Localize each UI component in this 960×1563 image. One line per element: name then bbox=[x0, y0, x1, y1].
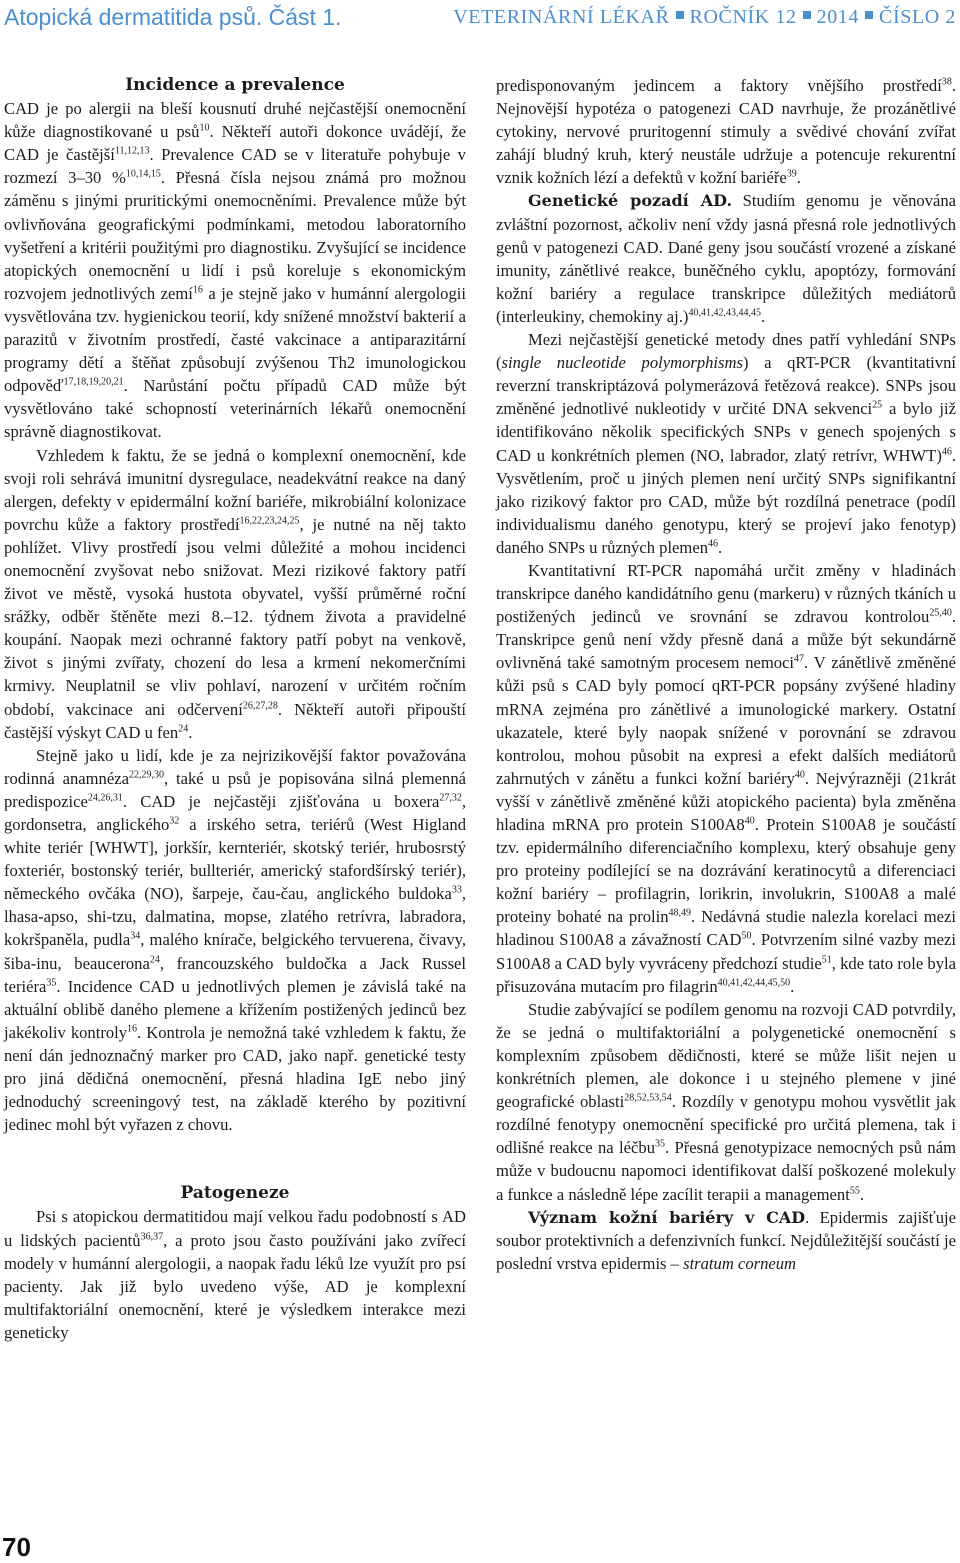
emphasis: stratum corneum bbox=[683, 1253, 797, 1273]
citation-ref: 36,37 bbox=[140, 1230, 164, 1242]
journal-info bbox=[453, 6, 956, 29]
article-title: Atopická dermatitida psů. Část 1. bbox=[4, 4, 342, 30]
citation-ref: 33 bbox=[451, 884, 462, 896]
volume: ROČNÍK 12 bbox=[689, 6, 797, 28]
text-run: a irského setra, teriérů (West Higland white teriér [WHWT], jorkšír, kernteriér, skotský teriér, hrubosrstý foxteriér, bostonský teriér, bullteriér, americký stafordšírský teriér), německého ovčáka (NO), šarpeje, čau-čau, anglického buldoka bbox=[4, 815, 466, 904]
citation-ref: 46 bbox=[941, 445, 952, 457]
citation-ref: 16 bbox=[192, 284, 203, 296]
text-run: , gordonsetra, anglického bbox=[4, 791, 466, 834]
citation-ref: 27,32 bbox=[439, 792, 462, 804]
citation-ref: 47 bbox=[794, 653, 805, 665]
citation-ref: 40,41,42,43,44,45 bbox=[688, 307, 761, 319]
section-heading-patogeneze: Patogeneze bbox=[180, 1183, 290, 1204]
text-run: . Někteří autoři připouští častější výskyt CAD u fen bbox=[4, 699, 466, 742]
citation-ref: 16,22,23,24,25 bbox=[239, 515, 300, 527]
citation-ref: 22,29,30 bbox=[128, 769, 164, 781]
paragraph-lead: Význam kožní bariéry v CAD bbox=[528, 1207, 806, 1227]
text-run: . Potvrzením silné vazby mezi S100A8 a CAD byly vyvráceny předchozí studie bbox=[496, 930, 956, 973]
citation-ref: 24 bbox=[149, 954, 160, 966]
text-run: CAD je po alergii na bleší kousnutí druhé nejčastější onemocnění kůže diagnostikované u psů bbox=[4, 99, 466, 142]
text-run: Kvantitativní RT-PCR napomáhá určit změny v hladinách transkripce daného kandidátního genu (markeru) v různých tkáních u postižených jedinců ve srovnání se zdravou kontrolou bbox=[496, 560, 956, 627]
text-run: , malého knírače, belgického tervuerena, čivavy, šiba-inu, beaucerona bbox=[4, 930, 467, 973]
paragraph bbox=[4, 1205, 466, 1344]
text-run: predisponovaným jedincem a faktory vnějšího prostředí bbox=[496, 76, 942, 95]
citation-ref: 48,49 bbox=[668, 907, 692, 919]
paragraph bbox=[496, 189, 956, 328]
text-run: , lhasa-apso, shi-tzu, dalmatina, mopse, zlatého retrívra, labradora, kokršpaněla, pudla bbox=[4, 884, 466, 950]
text-run: Studie zabývající se podílem genomu na rozvoji CAD potvrdily, že se jedná o multifaktoriální a polygenetické onemocnění s komplexním způsobem dědičnosti, které se může lišit nejen u konkrétních plemen, ale dokonce i u stejného plemene v jiné geografické oblasti bbox=[496, 999, 956, 1112]
citation-ref: 50 bbox=[741, 930, 752, 942]
citation-ref: 26,27,28 bbox=[242, 700, 278, 711]
section-heading-incidence: Incidence a prevalence bbox=[125, 75, 345, 95]
text-run: , francouzského buldočka a Jack Russel teriéra bbox=[4, 953, 467, 996]
text-run: . Protein S100A8 je součástí tzv. epidermálního diferenciačního komplexu, který obsahuje geny pro proteiny podílející se na dozrávání keratinocytů a diferenciaci kožní bariéry – profilagrin, lorikrin, involukrin, S100A8 a malé proteiny bohaté na prolin bbox=[496, 815, 956, 927]
running-header bbox=[0, 4, 960, 34]
citation-ref: 35 bbox=[46, 977, 57, 989]
citation-ref: 51 bbox=[821, 954, 832, 966]
citation-ref: 24 bbox=[178, 723, 189, 735]
text-run: . Nedávná studie nalezla korelaci mezi hladinou S100A8 a závažností CAD bbox=[496, 907, 956, 950]
text-run: Studiím genomu je věnována zvláštní pozornost, ačkoliv není vždy jasná přesná role jednotlivých genů v patogenezi CAD. Dané geny jsou součástí vrozené a získané imunity, zánětlivé reakce, buněčného cyklu, apoptózy, formování kožní bariéry a regulace transkripce důležitých mediátorů (interleukiny, chemokiny aj.) bbox=[496, 191, 957, 326]
right-column bbox=[496, 74, 956, 1275]
text-run: . Nejnovější hypotéza o patogenezi CAD navrhuje, že prozánětlivé cytokiny, nervové pruritogenní stimuly a svědivé chování zvířat zahájí bludný kruh, který neustále udržuje a potencuje rekurentní vznik kožních lézí a defektů v kožní bariéře bbox=[496, 76, 956, 188]
text-run: . bbox=[796, 168, 801, 188]
paragraph bbox=[4, 97, 466, 443]
citation-ref: 32 bbox=[169, 815, 180, 827]
citation-ref: 40 bbox=[744, 815, 755, 827]
separator-square-icon bbox=[803, 11, 811, 19]
citation-ref: 25,40 bbox=[929, 607, 952, 619]
citation-ref: 34 bbox=[130, 930, 141, 942]
left-column bbox=[4, 74, 466, 1344]
citation-ref: 10,14,15 bbox=[125, 168, 161, 180]
text-run: , je nutné na něj takto pohlížet. Vlivy prostředí jsou velmi důležité a mohou incidenci onemocnění zvyšovat nebo snižovat. Mezi rizikové faktory patří život ve městě, vysoká hustota obyvatel, vyšší průměrné roční srážky, odběr štěněte mezi 8.–12. týdnem života a pravidelné koupání. Naopak mezi ochranné faktory patří pobyt na venkově, život s jinými zvířaty, chození do lesa a krmení nekomerčními krmivy. Neuplatnil se vliv pohlaví, narození v určitém ročním období, vakcinace ani odčervení bbox=[4, 514, 467, 719]
text-run: , kde tato role byla přisuzována mutacím pro filagrin bbox=[496, 953, 956, 996]
text-run: . bbox=[718, 537, 723, 557]
text-run: . bbox=[859, 1184, 864, 1204]
citation-ref: 55 bbox=[849, 1184, 860, 1196]
text-run: , a proto jsou často používáni jako zvířecí modely v humánní alergologii, a naopak řadu léků lze využít pro psí pacienty. Jak již bylo uvedeno výše, AD je komplexní multifaktoriální onemocnění, které je výsledkem interakce mezi geneticky bbox=[4, 1230, 467, 1342]
text-run: Stejně jako u lidí, kde je za nejrizikovější faktor považována rodinná anamnéza bbox=[4, 745, 466, 788]
citation-ref: 25 bbox=[872, 399, 883, 411]
emphasis: single nucleotide polymorphisms bbox=[501, 353, 743, 373]
text-run: . Nejvýrazněji (21krát vyšší v zánětlivě změněné kůži atopického pacienta) byla změněna hladina mRNA pro protein S100A8 bbox=[496, 768, 956, 834]
issue: ČÍSLO 2 bbox=[879, 6, 956, 28]
text-run: Psi s atopickou dermatitidou mají velkou řadu podobností s AD u lidských pacientů bbox=[4, 1207, 466, 1250]
citation-ref: 40,41,42,44,45,50 bbox=[717, 977, 791, 989]
paragraph: Mezi nejčastější genetické metody dnes patří vyhledání SNPs (single nucleotide polymorphisms) a qRT-PCR (kvantitativní reverzní transkriptázová polymerázová řetězová reakce). SNPs jsou změněné jednotlivé nukleotidy v určité DNA sekvenci$^{25}$ a bylo již identifikováno několik specifických SNPs v genech spojených s CAD u konkrétních plemen (NO, labrador, zlatý retrívr, WHWT)$^{46}$. Vysvětlením, proč u jiných plemen není určitý SNPs signifikantní jako rizikový faktor pro CAD, může být rozdílná penetrace (podíl individualismu daného genotypu, který se projeví jako fenotyp) daného SNPs u různých plemen$^{46}$. bbox=[496, 330, 956, 557]
text-run: . Incidence CAD u jednotlivých plemen je závislá také na aktuální oblibě daného plemene a křížením postižených jedinců bez jakékoliv kontroly bbox=[4, 976, 466, 1042]
paragraph bbox=[4, 444, 466, 744]
text-run: . bbox=[790, 976, 795, 996]
paragraph bbox=[4, 744, 466, 1137]
paragraph: Význam kožní bariéry v CAD. Epidermis zajišťuje soubor protektivních a defenzivních funkcí. Nejdůležitější součástí je poslední vrstva epidermis – stratum corneum bbox=[496, 1207, 957, 1273]
text-run: , také u psů je popisována silná plemenná predispozice bbox=[4, 768, 466, 811]
text-run: . Přesná genotypizace nemocných psů nám může v budoucnu napomoci identifikovat další poškozené molekuly a funkce a následně lépe zacílit terapii a management bbox=[496, 1138, 956, 1204]
text-run: a je stejně jako v humánní alergologii vysvětlována tzv. hygienickou teorií, kdy snížené množství bakterií a parazitů v životním prostředí, časté vakcinace a antiparazitární programy dětí a štěňat způsobují zvýšenou Th2 imunologickou odpověď bbox=[4, 283, 466, 396]
text-run: . Prevalence CAD se v literatuře pohybuje v rozmezí 3–30 % bbox=[4, 145, 466, 188]
citation-ref: 35 bbox=[655, 1138, 665, 1150]
year: 2014 bbox=[816, 6, 860, 28]
citation-ref: 46 bbox=[708, 538, 718, 550]
citation-ref: 17,18,19,20,21 bbox=[63, 376, 124, 388]
citation-ref: 28,52,53,54 bbox=[624, 1092, 672, 1104]
citation-ref: 38 bbox=[941, 76, 952, 88]
citation-ref: 10 bbox=[199, 122, 210, 134]
text-run: ) a qRT-PCR (kvantitativní reverzní transkriptázová polymerázová řetězová reakce). SNPs jsou změněné jednotlivé nukleotidy v určité DNA sekvenci bbox=[496, 353, 956, 419]
paragraph bbox=[496, 559, 956, 998]
paragraph bbox=[496, 998, 956, 1206]
text-run: . bbox=[760, 306, 766, 326]
text-run: . Přesná čísla nejsou známá pro možnou záměnu s jinými pruritickými onemocněními. Prevalence může být ovlivňována geografickými podmínkami, metodou laboratorního vyšetření a kritérii použitými pro diagnostiku. Zvyšující se incidence atopických onemocnění u lidí i psů koreluje s ekonomickým rozvojem jednotlivých zemí bbox=[4, 168, 467, 303]
citation-ref: 39 bbox=[786, 168, 797, 180]
paragraph-body bbox=[496, 191, 956, 325]
page-number: 70 bbox=[2, 1532, 31, 1562]
text-run: . V zánětlivě změněné kůži psů s CAD byly pomocí qRT-PCR popsány zvýšené hladiny mRNA zejména pro zánětlivé a imunologické markery. Ostatní ukazatele, které byly naopak snížené v porovnání se zdravou kontrolou, mohou působit na expresi a efekt dalších mediátorů zahrnutých v zánětu a funkci kožní bariéry bbox=[496, 653, 956, 788]
text-run: . CAD je nejčastěji zjišťována u boxera bbox=[122, 791, 440, 811]
journal-name: VETERINÁRNÍ LÉKAŘ bbox=[453, 6, 670, 28]
paragraph bbox=[496, 74, 956, 189]
text-run: . bbox=[188, 722, 193, 742]
citation-ref: 11,12,13 bbox=[114, 145, 150, 157]
text-run: . Narůstání počtu případů CAD může být vysvětlováno také schopností veterinárních lékařů onemocnění správně diagnostikovat. bbox=[4, 376, 466, 442]
text-run: . Někteří autoři dokonce uvádějí, že CAD je častější bbox=[4, 122, 466, 165]
paragraph-lead: Genetické pozadí AD. bbox=[528, 191, 733, 211]
citation-ref: 16 bbox=[127, 1023, 138, 1035]
text-run: a bylo již identifikováno několik specifických SNPs v genech spojených s CAD u konkrétních plemen (NO, labrador, zlatý retrívr, WHWT) bbox=[496, 399, 956, 465]
citation-ref: 24,26,31 bbox=[87, 792, 123, 804]
citation-ref: 40 bbox=[794, 769, 805, 781]
text-run: Vzhledem k faktu, že se jedná o komplexní onemocnění, kde svoji roli sehrává imunitní dysregulace, neadekvátní reakce na daný alergen, defekty v epidermální kožní bariéře, mikrobiální kolonizace povrchu kůže a faktory prostředí bbox=[4, 445, 466, 534]
text-run: . Transkripce genů není vždy přesně daná a může být sekundárně ovlivněná také samotným procesem nemoci bbox=[496, 607, 956, 673]
text-run: . Rozdíly v genotypu mohou vysvětlit jak rozdílné fenotypy onemocnění specifické pro určitá plemena, tak i odlišné reakce na léčbu bbox=[496, 1092, 956, 1158]
separator-square-icon bbox=[676, 11, 684, 19]
text-run: . Kontrola je nemožná také vzhledem k faktu, že není dán jednoznačný marker pro CAD, jako např. genetické testy pro jiná dědičná onemocnění, přesná hladina IgE nebo jiný jednoduchý screeningový test, na základě kterého by pozitivní jedinec mohl být vyřazen z chovu. bbox=[4, 1022, 466, 1135]
separator-square-icon bbox=[865, 11, 873, 19]
text-run: . Vysvětlením, proč u jiných plemen není určitý SNPs signifikantní jako rizikový faktor pro CAD, může být rozdílná penetrace (podíl individualismu daného genotypu, který se projeví jako fenotyp) daného SNPs u různých plemen bbox=[496, 445, 956, 557]
paragraph-body bbox=[496, 353, 956, 557]
